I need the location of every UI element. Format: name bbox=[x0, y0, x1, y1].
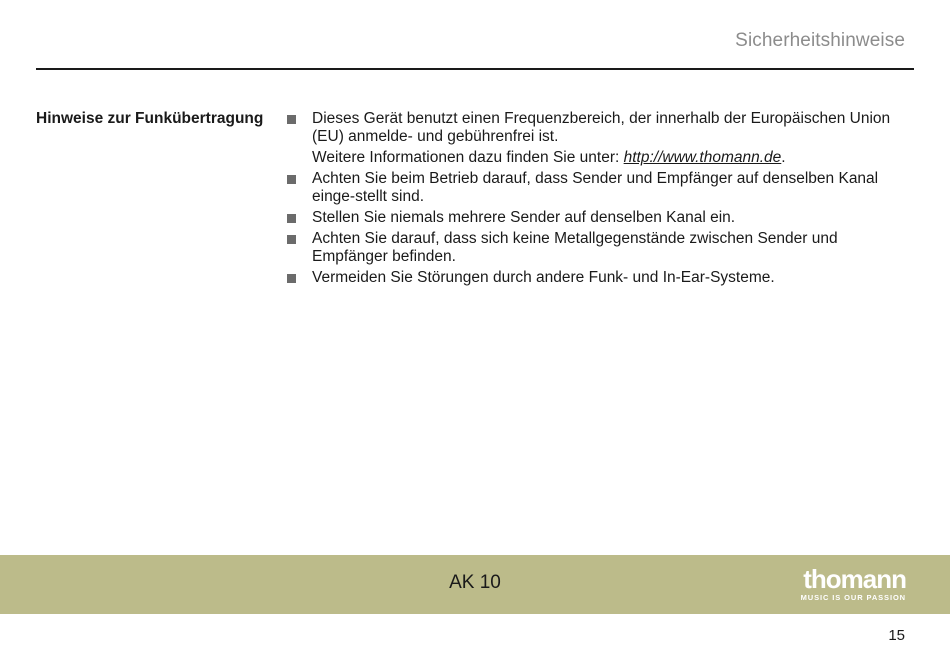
bullet-text: Achten Sie darauf, dass sich keine Metallgegenstände zwischen Sender und Empfänger befinden. bbox=[312, 230, 838, 265]
extra-info-prefix: Weitere Informationen dazu finden Sie unter: bbox=[312, 149, 624, 166]
model-name: AK 10 bbox=[449, 572, 501, 593]
extra-info-suffix: . bbox=[781, 149, 786, 166]
list-item bbox=[286, 230, 906, 266]
thomann-logo bbox=[790, 564, 906, 603]
list-item bbox=[286, 110, 906, 167]
square-bullet-icon bbox=[287, 235, 296, 244]
section-label: Hinweise zur Funkübertragung bbox=[36, 110, 264, 127]
list-item bbox=[286, 170, 906, 206]
thomann-link[interactable]: http://www.thomann.de bbox=[623, 149, 782, 166]
bullet-text: Dieses Gerät benutzt einen Frequenzbereich, der innerhalb der Europäischen Union (EU) anmelde- und gebührenfrei ist. bbox=[312, 110, 891, 145]
square-bullet-icon bbox=[287, 115, 296, 124]
square-bullet-icon bbox=[287, 214, 296, 223]
page-number: 15 bbox=[888, 627, 905, 644]
logo-wordmark: thomann bbox=[803, 564, 906, 594]
list-item bbox=[286, 209, 906, 227]
bullet-text: Stellen Sie niemals mehrere Sender auf denselben Kanal ein. bbox=[312, 209, 736, 226]
bullet-extra-info bbox=[312, 149, 906, 167]
header-divider bbox=[36, 68, 914, 70]
square-bullet-icon bbox=[287, 175, 296, 184]
square-bullet-icon bbox=[287, 274, 296, 283]
bullet-list bbox=[286, 110, 906, 290]
list-item bbox=[286, 269, 906, 287]
logo-tagline: MUSIC IS OUR PASSION bbox=[800, 593, 906, 602]
page-header-title: Sicherheitshinweise bbox=[735, 30, 905, 51]
bullet-text: Achten Sie beim Betrieb darauf, dass Sender und Empfänger auf denselben Kanal einge-stellt sind. bbox=[312, 170, 879, 205]
bullet-text: Vermeiden Sie Störungen durch andere Funk- und In-Ear-Systeme. bbox=[312, 269, 775, 286]
footer-band bbox=[0, 555, 950, 614]
